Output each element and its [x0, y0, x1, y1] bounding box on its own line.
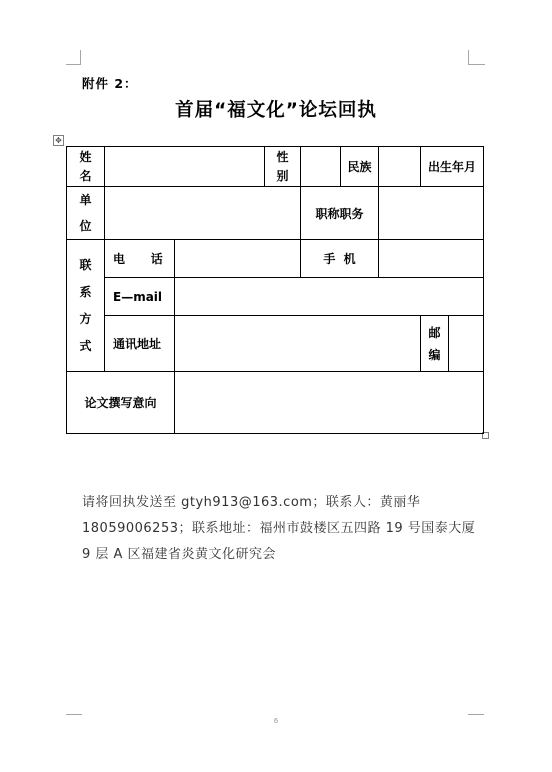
attachment-label: 附件 2： [82, 76, 138, 91]
page-title: 首届“福文化”论坛回执 [175, 100, 377, 121]
table-row [67, 187, 484, 240]
position-input-cell[interactable] [379, 187, 484, 240]
postcode-label-cell [421, 316, 449, 372]
phone-input-cell[interactable] [175, 240, 301, 278]
crop-mark-top-left [66, 50, 81, 65]
table-row [67, 316, 484, 372]
ethnicity-input-cell[interactable] [379, 147, 421, 187]
crop-mark-top-right [468, 50, 485, 65]
table-row [67, 278, 484, 316]
gender-label: 性别 [276, 149, 289, 183]
crop-mark-bottom-left [66, 714, 82, 716]
unit-input-cell[interactable] [105, 187, 301, 240]
mobile-label: 手 机 [301, 240, 379, 278]
postcode-label: 邮编 [428, 325, 441, 362]
position-label: 职称职务 [301, 187, 379, 240]
name-label-cell [67, 147, 105, 187]
contact-label: 联系方式 [79, 257, 92, 353]
topic-input-cell[interactable] [175, 372, 484, 434]
email-input-cell[interactable] [175, 278, 484, 316]
topic-label: 论文撰写意向 [67, 372, 175, 434]
address-label: 通讯地址 [105, 316, 175, 372]
crop-mark-bottom-right [468, 714, 484, 716]
phone-label: 电 话 [105, 240, 175, 278]
name-input-cell[interactable] [105, 147, 265, 187]
postcode-input-cell[interactable] [449, 316, 484, 372]
mobile-input-cell[interactable] [379, 240, 484, 278]
ethnicity-label: 民族 [341, 147, 379, 187]
birth-label: 出生年月 [421, 147, 484, 187]
page-number: 6 [273, 717, 279, 725]
unit-label: 单位 [79, 193, 92, 233]
gender-input-cell[interactable] [301, 147, 341, 187]
table-row [67, 147, 484, 187]
gender-label-cell [265, 147, 301, 187]
receipt-form-table [66, 146, 484, 434]
email-label: E—mail [105, 278, 175, 316]
unit-label-cell [67, 187, 105, 240]
name-label: 姓名 [79, 149, 92, 183]
contact-label-cell [67, 240, 105, 372]
table-move-handle-icon[interactable]: ✥ [53, 135, 64, 146]
table-row [67, 372, 484, 434]
submission-note: 请将回执发送至 gtyh913@163.com；联系人：黄丽华 18059006253；联系地址：福州市鼓楼区五四路 19 号国泰大厦 9 层 A 区福建省炎黄文化研究会 [82, 495, 476, 562]
address-input-cell[interactable] [175, 316, 421, 372]
table-row [67, 240, 484, 278]
